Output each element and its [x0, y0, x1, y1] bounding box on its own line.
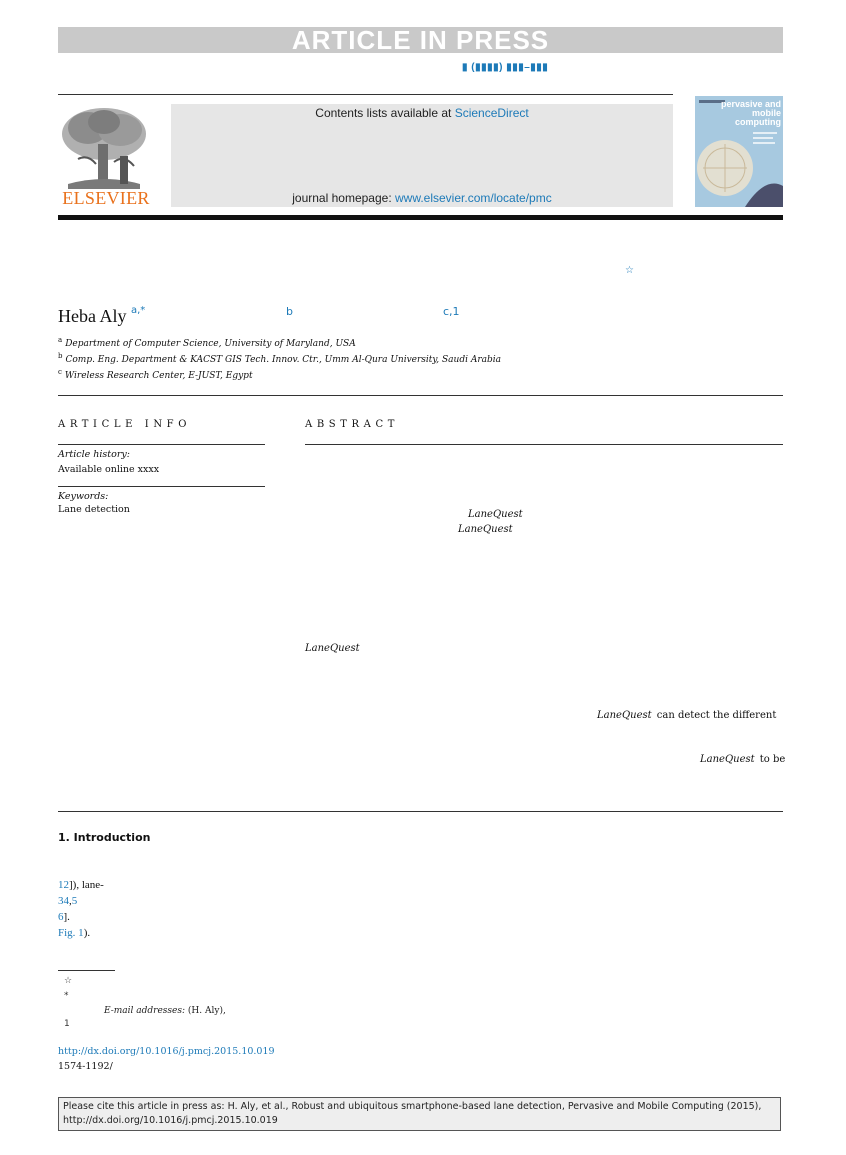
citation-line-1: Please cite this article in press as: H. Aly, et al., Robust and ubiquitous smartphone-based lane detection, Pervasive and Mobile Computing (2015),: [63, 1101, 762, 1112]
contents-prefix: Contents lists available at: [315, 106, 455, 120]
abstract-fragment-line-5: [700, 747, 785, 766]
elsevier-tree-logo: [58, 104, 150, 189]
abstract-fragment-lanequest-2: LaneQuest: [458, 524, 513, 535]
citation-box: [58, 1097, 781, 1131]
reference-link[interactable]: 5: [71, 895, 78, 907]
elsevier-publisher-logo: ELSEVIER: [62, 188, 150, 208]
citation-line-2: http://dx.doi.org/10.1016/j.pmcj.2015.10.019: [63, 1115, 278, 1126]
reference-link[interactable]: 6: [58, 911, 64, 923]
abstract-fragment-lanequest-1: LaneQuest: [468, 509, 523, 520]
article-history-label: Article history:: [58, 449, 130, 460]
intro-line-3: 6].: [58, 911, 70, 923]
doi-link[interactable]: http://dx.doi.org/10.1016/j.pmcj.2015.10.019: [58, 1046, 275, 1057]
email-label: E-mail addresses:: [104, 1006, 186, 1016]
affiliation-c-marker[interactable]: c,1: [443, 305, 460, 318]
email-value: (H. Aly),: [187, 1006, 226, 1016]
affiliation-a: $^a$ Department of Computer Science, University of Maryland, USA: [58, 336, 356, 349]
intro-line-2: 34,5: [58, 895, 78, 907]
header-top-rule: [58, 94, 673, 95]
footnote-star-marker: ☆: [64, 976, 73, 986]
abstract-fragment-tail-4: can detect the different: [656, 710, 777, 721]
title-footnote-marker[interactable]: ☆: [625, 265, 634, 276]
footnote-one-marker: 1: [64, 1019, 70, 1029]
abstract-bottom-rule: [58, 811, 783, 812]
article-info-heading: ARTICLE INFO: [58, 419, 192, 430]
author-name: Heba Aly: [58, 306, 127, 326]
intro-line-4: Fig. 1).: [58, 927, 91, 939]
abstract-rule: [305, 444, 783, 445]
footnote-asterisk-marker: *: [64, 991, 69, 1001]
footnote-email: [104, 1006, 226, 1016]
reference-link[interactable]: 12: [58, 879, 69, 891]
keywords-rule: [58, 486, 265, 487]
affiliation-c: $^c$ Wireless Research Center, E-JUST, Egypt: [58, 368, 253, 381]
introduction-heading: 1. Introduction: [58, 831, 151, 844]
intro-line-1: 12]), lane-: [58, 879, 104, 891]
abstract-fragment-lanequest-4: LaneQuest: [597, 710, 652, 721]
author-affiliation-marker[interactable]: a,*: [131, 305, 146, 316]
sciencedirect-link[interactable]: ScienceDirect: [454, 106, 529, 120]
cover-title: pervasive and mobile computing: [720, 99, 781, 127]
affiliation-b-marker[interactable]: b: [286, 305, 293, 318]
article-info-rule: [58, 444, 265, 445]
figure-link[interactable]: Fig. 1: [58, 927, 84, 939]
footnote-rule: [58, 970, 115, 971]
keywords-label: Keywords:: [58, 491, 109, 502]
abstract-heading: ABSTRACT: [305, 419, 399, 430]
keywords-value: Lane detection: [58, 504, 130, 515]
header-bottom-rule: [58, 215, 783, 220]
journal-homepage-link[interactable]: www.elsevier.com/locate/pmc: [395, 191, 552, 205]
affiliation-b: $^b$ Comp. Eng. Department & KACST GIS Tech. Innov. Ctr., Umm Al-Qura University, Saudi Arabia: [58, 352, 502, 365]
article-in-press-banner: ARTICLE IN PRESS: [58, 27, 783, 53]
reference-link[interactable]: 34: [58, 895, 69, 907]
homepage-prefix: journal homepage:: [292, 191, 395, 205]
article-history-value: Available online xxxx: [58, 464, 160, 475]
issn-text: 1574-1192/: [58, 1061, 113, 1072]
abstract-fragment-line-4: [597, 703, 776, 722]
contents-lists-line: [171, 106, 673, 120]
journal-homepage-line: [171, 191, 673, 205]
abstract-fragment-tail-5: to be: [759, 754, 786, 765]
abstract-fragment-lanequest-5: LaneQuest: [700, 754, 755, 765]
affiliations-rule: [58, 395, 783, 396]
issue-placeholder: ▮ (▮▮▮▮) ▮▮▮–▮▮▮: [462, 62, 549, 73]
abstract-fragment-lanequest-3: LaneQuest: [305, 643, 360, 654]
